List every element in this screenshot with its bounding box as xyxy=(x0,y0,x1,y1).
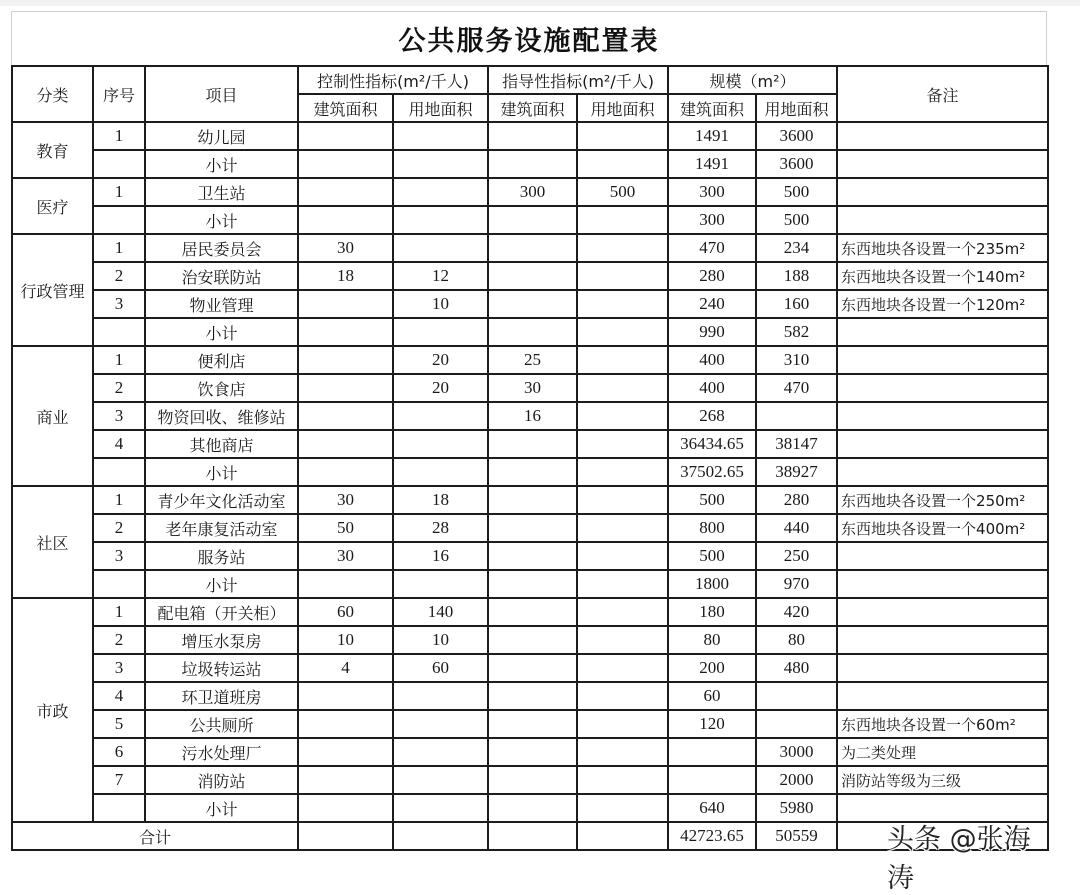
ctrl-land-area-cell xyxy=(393,738,488,766)
scale-land-area-cell xyxy=(756,402,837,430)
category-cell: 医疗 xyxy=(12,178,93,234)
ctrl-building-area-cell xyxy=(298,122,393,150)
item-cell: 小计 xyxy=(145,318,298,346)
ctrl-land-area-cell xyxy=(393,402,488,430)
table-header xyxy=(12,66,1048,122)
ctrl-building-area-cell xyxy=(298,682,393,710)
seq-cell xyxy=(93,458,145,486)
scale-building-area-cell xyxy=(668,738,756,766)
note-cell xyxy=(837,654,1048,682)
guide-building-area-cell: 16 xyxy=(488,402,577,430)
item-cell: 配电箱（开关柜） xyxy=(145,598,298,626)
total-label-cell: 合计 xyxy=(12,822,298,850)
scale-building-area-cell: 1491 xyxy=(668,150,756,178)
seq-cell: 2 xyxy=(93,514,145,542)
guide-land-area-cell xyxy=(577,262,668,290)
subtotal-row xyxy=(12,570,1048,598)
guide-building-area-cell xyxy=(488,570,577,598)
seq-cell xyxy=(93,570,145,598)
ctrl-land-area-cell xyxy=(393,150,488,178)
ctrl-land-area-cell: 18 xyxy=(393,486,488,514)
scale-building-area-cell: 1800 xyxy=(668,570,756,598)
table-row xyxy=(12,486,1048,514)
total-scale-building-area-cell: 42723.65 xyxy=(668,822,756,850)
table-row xyxy=(12,290,1048,318)
guide-land-area-cell xyxy=(577,570,668,598)
config-table-sheet xyxy=(11,11,1047,894)
seq-cell: 1 xyxy=(93,122,145,150)
ctrl-land-area-cell: 12 xyxy=(393,262,488,290)
guide-land-area-cell xyxy=(577,122,668,150)
total-guide-building-area-cell xyxy=(488,822,577,850)
seq-cell: 2 xyxy=(93,374,145,402)
item-cell: 小计 xyxy=(145,150,298,178)
guide-land-area-cell xyxy=(577,486,668,514)
guide-land-area-cell xyxy=(577,626,668,654)
ctrl-building-area-cell xyxy=(298,570,393,598)
scale-land-area-cell: 38927 xyxy=(756,458,837,486)
ctrl-building-area-cell xyxy=(298,430,393,458)
header-guide-land-area: 用地面积 xyxy=(577,94,668,122)
seq-cell: 2 xyxy=(93,626,145,654)
ctrl-building-area-cell xyxy=(298,206,393,234)
guide-building-area-cell xyxy=(488,794,577,822)
guide-building-area-cell xyxy=(488,542,577,570)
table-row xyxy=(12,374,1048,402)
item-cell: 小计 xyxy=(145,570,298,598)
guide-building-area-cell xyxy=(488,682,577,710)
scale-land-area-cell: 500 xyxy=(756,178,837,206)
table-row xyxy=(12,626,1048,654)
category-cell: 社区 xyxy=(12,486,93,598)
scale-land-area-cell: 3000 xyxy=(756,738,837,766)
item-cell: 服务站 xyxy=(145,542,298,570)
scale-building-area-cell: 300 xyxy=(668,206,756,234)
guide-building-area-cell xyxy=(488,290,577,318)
guide-building-area-cell xyxy=(488,262,577,290)
guide-building-area-cell: 300 xyxy=(488,178,577,206)
guide-land-area-cell xyxy=(577,598,668,626)
header-scale-group: 规模（m²） xyxy=(668,66,837,94)
note-cell xyxy=(837,150,1048,178)
ctrl-land-area-cell xyxy=(393,318,488,346)
scale-building-area-cell: 470 xyxy=(668,234,756,262)
scale-land-area-cell: 582 xyxy=(756,318,837,346)
table-row xyxy=(12,738,1048,766)
scale-land-area-cell: 3600 xyxy=(756,122,837,150)
note-cell: 东西地块各设置一个120m² xyxy=(837,290,1048,318)
ctrl-building-area-cell: 30 xyxy=(298,486,393,514)
note-cell xyxy=(837,598,1048,626)
note-cell: 东西地块各设置一个400m² xyxy=(837,514,1048,542)
ctrl-land-area-cell: 20 xyxy=(393,374,488,402)
ctrl-land-area-cell xyxy=(393,206,488,234)
item-cell: 青少年文化活动室 xyxy=(145,486,298,514)
ctrl-land-area-cell xyxy=(393,794,488,822)
table-row xyxy=(12,402,1048,430)
note-cell xyxy=(837,318,1048,346)
total-ctrl-building-area-cell xyxy=(298,822,393,850)
table-row xyxy=(12,682,1048,710)
scale-building-area-cell: 120 xyxy=(668,710,756,738)
scale-land-area-cell: 480 xyxy=(756,654,837,682)
item-cell: 增压水泵房 xyxy=(145,626,298,654)
scale-land-area-cell: 440 xyxy=(756,514,837,542)
guide-land-area-cell xyxy=(577,766,668,794)
subtotal-row xyxy=(12,150,1048,178)
guide-land-area-cell: 500 xyxy=(577,178,668,206)
ctrl-building-area-cell xyxy=(298,178,393,206)
note-cell xyxy=(837,402,1048,430)
scale-land-area-cell: 970 xyxy=(756,570,837,598)
header-category: 分类 xyxy=(12,66,93,122)
ctrl-building-area-cell: 50 xyxy=(298,514,393,542)
scale-building-area-cell xyxy=(668,766,756,794)
note-cell xyxy=(837,374,1048,402)
seq-cell: 3 xyxy=(93,290,145,318)
note-cell xyxy=(837,626,1048,654)
scale-building-area-cell: 200 xyxy=(668,654,756,682)
seq-cell xyxy=(93,318,145,346)
note-cell: 东西地块各设置一个235m² xyxy=(837,234,1048,262)
header-note: 备注 xyxy=(837,66,1048,122)
header-ctrl-building-area: 建筑面积 xyxy=(298,94,393,122)
guide-building-area-cell: 30 xyxy=(488,374,577,402)
header-seq: 序号 xyxy=(93,66,145,122)
ctrl-land-area-cell: 20 xyxy=(393,346,488,374)
guide-building-area-cell xyxy=(488,654,577,682)
ctrl-land-area-cell xyxy=(393,458,488,486)
item-cell: 消防站 xyxy=(145,766,298,794)
item-cell: 饮食店 xyxy=(145,374,298,402)
scale-land-area-cell xyxy=(756,682,837,710)
category-cell: 教育 xyxy=(12,122,93,178)
ctrl-building-area-cell xyxy=(298,710,393,738)
item-cell: 公共厕所 xyxy=(145,710,298,738)
item-cell: 垃圾转运站 xyxy=(145,654,298,682)
table-title-box xyxy=(11,11,1047,66)
table-row xyxy=(12,514,1048,542)
scale-building-area-cell: 1491 xyxy=(668,122,756,150)
guide-land-area-cell xyxy=(577,654,668,682)
scale-land-area-cell: 470 xyxy=(756,374,837,402)
seq-cell xyxy=(93,150,145,178)
table-row xyxy=(12,234,1048,262)
guide-building-area-cell xyxy=(488,598,577,626)
guide-land-area-cell xyxy=(577,710,668,738)
seq-cell xyxy=(93,794,145,822)
note-cell xyxy=(837,122,1048,150)
table-row xyxy=(12,178,1048,206)
scale-land-area-cell: 80 xyxy=(756,626,837,654)
guide-building-area-cell xyxy=(488,318,577,346)
scale-building-area-cell: 180 xyxy=(668,598,756,626)
seq-cell: 5 xyxy=(93,710,145,738)
seq-cell: 7 xyxy=(93,766,145,794)
table-row xyxy=(12,346,1048,374)
guide-building-area-cell xyxy=(488,486,577,514)
ctrl-building-area-cell: 30 xyxy=(298,234,393,262)
ctrl-building-area-cell xyxy=(298,794,393,822)
scale-land-area-cell: 38147 xyxy=(756,430,837,458)
seq-cell xyxy=(93,206,145,234)
scale-building-area-cell: 500 xyxy=(668,486,756,514)
scale-land-area-cell: 5980 xyxy=(756,794,837,822)
guide-land-area-cell xyxy=(577,402,668,430)
item-cell: 老年康复活动室 xyxy=(145,514,298,542)
guide-building-area-cell xyxy=(488,150,577,178)
ctrl-building-area-cell xyxy=(298,150,393,178)
ctrl-land-area-cell: 60 xyxy=(393,654,488,682)
ctrl-land-area-cell: 10 xyxy=(393,626,488,654)
note-cell xyxy=(837,430,1048,458)
category-cell: 市政 xyxy=(12,598,93,822)
header-scale-land-area: 用地面积 xyxy=(756,94,837,122)
table-row xyxy=(12,766,1048,794)
ctrl-land-area-cell xyxy=(393,430,488,458)
scale-land-area-cell: 310 xyxy=(756,346,837,374)
total-ctrl-land-area-cell xyxy=(393,822,488,850)
ctrl-land-area-cell: 10 xyxy=(393,290,488,318)
ctrl-land-area-cell: 28 xyxy=(393,514,488,542)
ctrl-land-area-cell xyxy=(393,682,488,710)
ctrl-land-area-cell: 140 xyxy=(393,598,488,626)
scale-land-area-cell: 234 xyxy=(756,234,837,262)
scale-building-area-cell: 640 xyxy=(668,794,756,822)
scale-building-area-cell: 80 xyxy=(668,626,756,654)
seq-cell: 2 xyxy=(93,262,145,290)
header-scale-building-area: 建筑面积 xyxy=(668,94,756,122)
scale-building-area-cell: 400 xyxy=(668,346,756,374)
scale-land-area-cell: 188 xyxy=(756,262,837,290)
guide-building-area-cell xyxy=(488,626,577,654)
note-cell xyxy=(837,682,1048,710)
category-cell: 行政管理 xyxy=(12,234,93,346)
scale-building-area-cell: 800 xyxy=(668,514,756,542)
seq-cell: 1 xyxy=(93,598,145,626)
guide-land-area-cell xyxy=(577,290,668,318)
note-cell: 为二类处理 xyxy=(837,738,1048,766)
facilities-table xyxy=(11,65,1049,851)
item-cell: 污水处理厂 xyxy=(145,738,298,766)
table-row xyxy=(12,430,1048,458)
guide-land-area-cell xyxy=(577,794,668,822)
header-item: 项目 xyxy=(145,66,298,122)
ctrl-land-area-cell xyxy=(393,234,488,262)
scale-building-area-cell: 36434.65 xyxy=(668,430,756,458)
guide-land-area-cell xyxy=(577,206,668,234)
scale-building-area-cell: 60 xyxy=(668,682,756,710)
scale-building-area-cell: 280 xyxy=(668,262,756,290)
note-cell: 东西地块各设置一个250m² xyxy=(837,486,1048,514)
ctrl-building-area-cell xyxy=(298,318,393,346)
note-cell xyxy=(837,570,1048,598)
ctrl-building-area-cell xyxy=(298,766,393,794)
note-cell: 消防站等级为三级 xyxy=(837,766,1048,794)
note-cell xyxy=(837,458,1048,486)
ctrl-building-area-cell: 18 xyxy=(298,262,393,290)
seq-cell: 4 xyxy=(93,682,145,710)
guide-building-area-cell xyxy=(488,122,577,150)
scale-building-area-cell: 268 xyxy=(668,402,756,430)
total-guide-land-area-cell xyxy=(577,822,668,850)
guide-building-area-cell xyxy=(488,766,577,794)
note-cell xyxy=(837,178,1048,206)
scale-land-area-cell: 280 xyxy=(756,486,837,514)
ctrl-land-area-cell: 16 xyxy=(393,542,488,570)
guide-land-area-cell xyxy=(577,430,668,458)
ctrl-building-area-cell xyxy=(298,738,393,766)
guide-building-area-cell xyxy=(488,234,577,262)
item-cell: 小计 xyxy=(145,206,298,234)
guide-building-area-cell xyxy=(488,514,577,542)
scale-land-area-cell: 420 xyxy=(756,598,837,626)
ctrl-building-area-cell: 60 xyxy=(298,598,393,626)
guide-land-area-cell xyxy=(577,234,668,262)
table-row xyxy=(12,122,1048,150)
note-cell xyxy=(837,346,1048,374)
item-cell: 环卫道班房 xyxy=(145,682,298,710)
table-row xyxy=(12,262,1048,290)
guide-land-area-cell xyxy=(577,542,668,570)
guide-land-area-cell xyxy=(577,458,668,486)
item-cell: 小计 xyxy=(145,794,298,822)
scale-land-area-cell xyxy=(756,710,837,738)
guide-building-area-cell: 25 xyxy=(488,346,577,374)
subtotal-row xyxy=(12,206,1048,234)
seq-cell: 1 xyxy=(93,346,145,374)
note-cell: 东西地块各设置一个140m² xyxy=(837,262,1048,290)
seq-cell: 3 xyxy=(93,402,145,430)
ctrl-land-area-cell xyxy=(393,122,488,150)
header-control-group: 控制性指标(m²/千人) xyxy=(298,66,488,94)
category-cell: 商业 xyxy=(12,346,93,486)
seq-cell: 1 xyxy=(93,486,145,514)
note-cell: 东西地块各设置一个60m² xyxy=(837,710,1048,738)
total-scale-land-area-cell: 50559 xyxy=(756,822,837,850)
ctrl-building-area-cell xyxy=(298,402,393,430)
table-row xyxy=(12,710,1048,738)
guide-land-area-cell xyxy=(577,150,668,178)
guide-land-area-cell xyxy=(577,374,668,402)
seq-cell: 6 xyxy=(93,738,145,766)
scale-land-area-cell: 3600 xyxy=(756,150,837,178)
scale-building-area-cell: 990 xyxy=(668,318,756,346)
scale-land-area-cell: 250 xyxy=(756,542,837,570)
guide-land-area-cell xyxy=(577,514,668,542)
table-row xyxy=(12,542,1048,570)
item-cell: 小计 xyxy=(145,458,298,486)
ctrl-land-area-cell xyxy=(393,570,488,598)
seq-cell: 3 xyxy=(93,654,145,682)
item-cell: 物业管理 xyxy=(145,290,298,318)
ctrl-land-area-cell xyxy=(393,178,488,206)
ctrl-building-area-cell xyxy=(298,458,393,486)
item-cell: 卫生站 xyxy=(145,178,298,206)
guide-land-area-cell xyxy=(577,738,668,766)
guide-building-area-cell xyxy=(488,738,577,766)
scale-building-area-cell: 240 xyxy=(668,290,756,318)
scale-building-area-cell: 400 xyxy=(668,374,756,402)
seq-cell: 4 xyxy=(93,430,145,458)
subtotal-row xyxy=(12,458,1048,486)
guide-land-area-cell xyxy=(577,346,668,374)
watermark: 头条 @张海涛 xyxy=(887,824,1031,894)
seq-cell: 1 xyxy=(93,178,145,206)
ctrl-building-area-cell: 10 xyxy=(298,626,393,654)
ctrl-building-area-cell xyxy=(298,346,393,374)
scale-land-area-cell: 160 xyxy=(756,290,837,318)
item-cell: 幼儿园 xyxy=(145,122,298,150)
guide-building-area-cell xyxy=(488,430,577,458)
subtotal-row xyxy=(12,318,1048,346)
top-strip xyxy=(0,0,1080,6)
seq-cell: 1 xyxy=(93,234,145,262)
scale-land-area-cell: 500 xyxy=(756,206,837,234)
item-cell: 居民委员会 xyxy=(145,234,298,262)
guide-building-area-cell xyxy=(488,458,577,486)
note-cell xyxy=(837,542,1048,570)
guide-land-area-cell xyxy=(577,682,668,710)
ctrl-land-area-cell xyxy=(393,766,488,794)
guide-land-area-cell xyxy=(577,318,668,346)
guide-building-area-cell xyxy=(488,710,577,738)
item-cell: 物资回收、维修站 xyxy=(145,402,298,430)
scale-building-area-cell: 300 xyxy=(668,178,756,206)
item-cell: 其他商店 xyxy=(145,430,298,458)
note-cell xyxy=(837,206,1048,234)
ctrl-land-area-cell xyxy=(393,710,488,738)
item-cell: 便利店 xyxy=(145,346,298,374)
seq-cell: 3 xyxy=(93,542,145,570)
item-cell: 治安联防站 xyxy=(145,262,298,290)
table-row xyxy=(12,598,1048,626)
ctrl-building-area-cell xyxy=(298,290,393,318)
table-body xyxy=(12,122,1048,850)
table-title: 公共服务设施配置表 xyxy=(398,26,660,57)
scale-building-area-cell: 37502.65 xyxy=(668,458,756,486)
guide-building-area-cell xyxy=(488,206,577,234)
ctrl-building-area-cell: 30 xyxy=(298,542,393,570)
table-row xyxy=(12,654,1048,682)
ctrl-building-area-cell xyxy=(298,374,393,402)
header-ctrl-land-area: 用地面积 xyxy=(393,94,488,122)
header-guide-building-area: 建筑面积 xyxy=(488,94,577,122)
scale-building-area-cell: 500 xyxy=(668,542,756,570)
ctrl-building-area-cell: 4 xyxy=(298,654,393,682)
scale-land-area-cell: 2000 xyxy=(756,766,837,794)
header-guide-group: 指导性指标(m²/千人) xyxy=(488,66,668,94)
